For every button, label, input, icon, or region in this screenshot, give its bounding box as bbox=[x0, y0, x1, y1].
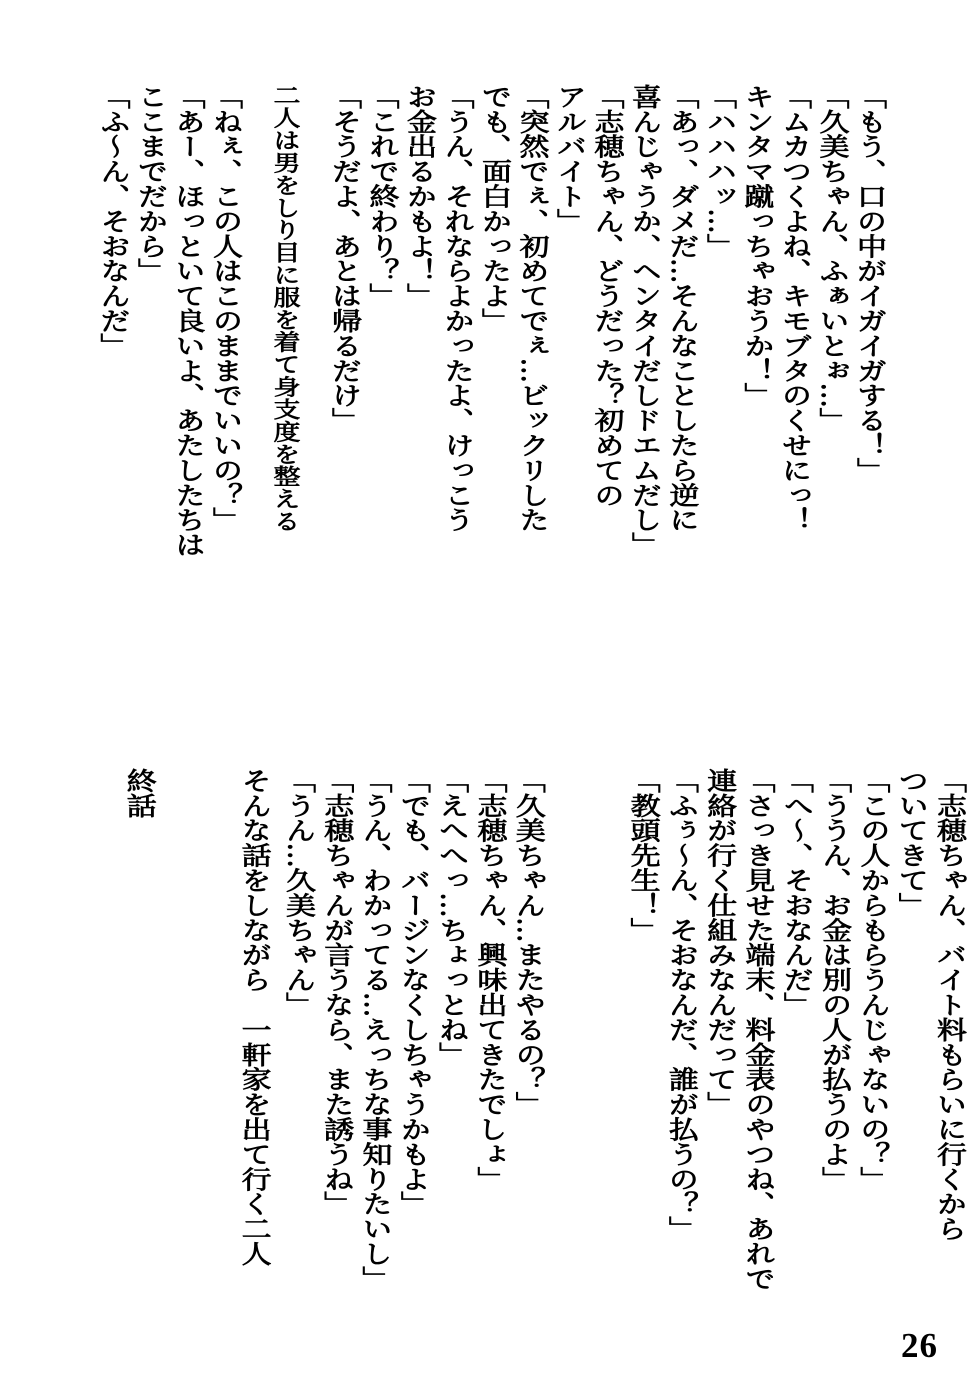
text-line: 「でも、バージンなくしちゃうかもよ」 bbox=[395, 768, 429, 1217]
text-line: 連絡が行く仕組みなんだって」 bbox=[702, 768, 736, 1117]
dialogue-block-top bbox=[93, 84, 887, 594]
text-line: 「あっ、ダメだ…そんなことしたら逆に bbox=[664, 84, 698, 533]
text-line: 喜んじゃうか、ヘンタイだしドエムだし」 bbox=[627, 84, 660, 558]
text-line: 「さっき見せた端末、料金表のやつね、あれで bbox=[740, 768, 774, 1291]
text-line: 「ふぅ〜ん、そおなんだ、誰が払うの？」 bbox=[663, 768, 697, 1242]
text-line: 終話 bbox=[121, 768, 155, 818]
text-line: 「教頭先生！」 bbox=[625, 768, 659, 943]
text-line: 「志穂ちゃんが言うなら、また誘うね」 bbox=[319, 768, 353, 1217]
text-line: そんな話をしながら 一軒家を出て行く二人 bbox=[236, 768, 270, 1266]
empty-line bbox=[195, 768, 233, 1316]
text-line: 「えへへっ…ちょっとね」 bbox=[434, 768, 468, 1067]
text-line: 「ハハハッ…」 bbox=[702, 84, 735, 259]
dialogue-block-bottom bbox=[118, 768, 967, 1316]
text-line: 「あー、ほっといて良いよ、あたしたちは bbox=[170, 84, 204, 558]
text-line: 「志穂ちゃん、興味出てきたでしょ」 bbox=[472, 768, 506, 1192]
empty-line bbox=[546, 768, 584, 1316]
text-line: ついてきて」 bbox=[893, 768, 927, 918]
text-line: 「ううん、お金は別の人が払うのよ」 bbox=[817, 768, 851, 1192]
text-line: お金出るかもよ！」 bbox=[402, 84, 435, 309]
text-line: 「これで終わり？」 bbox=[364, 84, 398, 309]
text-line: 二人は男をしり目に服を着て身支度を整える bbox=[269, 84, 300, 533]
empty-line bbox=[157, 768, 195, 1316]
empty-line bbox=[584, 768, 622, 1316]
text-line: 「うん…久美ちゃん」 bbox=[280, 768, 314, 1017]
text-line: 「うん、それならよかったよ、けっこう bbox=[439, 84, 473, 533]
text-line: 「久美ちゃん…またやるの？」 bbox=[510, 768, 544, 1117]
page-number: 26 bbox=[901, 1326, 938, 1365]
text-line: キンタマ蹴っちゃおうか！」 bbox=[739, 84, 773, 408]
text-line: 「もう、口の中がイガイガする！」 bbox=[852, 84, 885, 483]
text-line: アルバイト」 bbox=[552, 84, 585, 234]
text-line: 「そうだよ、あとは帰るだけ」 bbox=[327, 84, 360, 433]
text-line: 「へ〜、そおなんだ」 bbox=[778, 768, 812, 1017]
text-line: でも、面白かったよ」 bbox=[477, 84, 510, 333]
text-line: 「ねぇ、この人はこのままでいいの？」 bbox=[208, 84, 241, 533]
text-line: 「志穂ちゃん、バイト料もらいに行くから bbox=[932, 768, 965, 1242]
text-line: 「うん、わかってる…えっちな事知りたいし」 bbox=[357, 768, 391, 1291]
text-line: 「ムカつくよね、キモブタのくせにっ！ bbox=[777, 84, 810, 533]
text-line: 「この人からもらうんじゃないの？」 bbox=[855, 768, 889, 1192]
text-line: 「久美ちゃん、ふぁいとぉ…」 bbox=[814, 84, 848, 433]
text-line: 「志穂ちゃん、どうだった？初めての bbox=[589, 84, 623, 508]
text-line: 「突然でぇ、初めてでぇ…ビックリした bbox=[514, 84, 548, 533]
text-line: 「ふ〜ん、そおなんだ」 bbox=[95, 84, 129, 358]
text-line: ここまでだから」 bbox=[133, 84, 166, 284]
